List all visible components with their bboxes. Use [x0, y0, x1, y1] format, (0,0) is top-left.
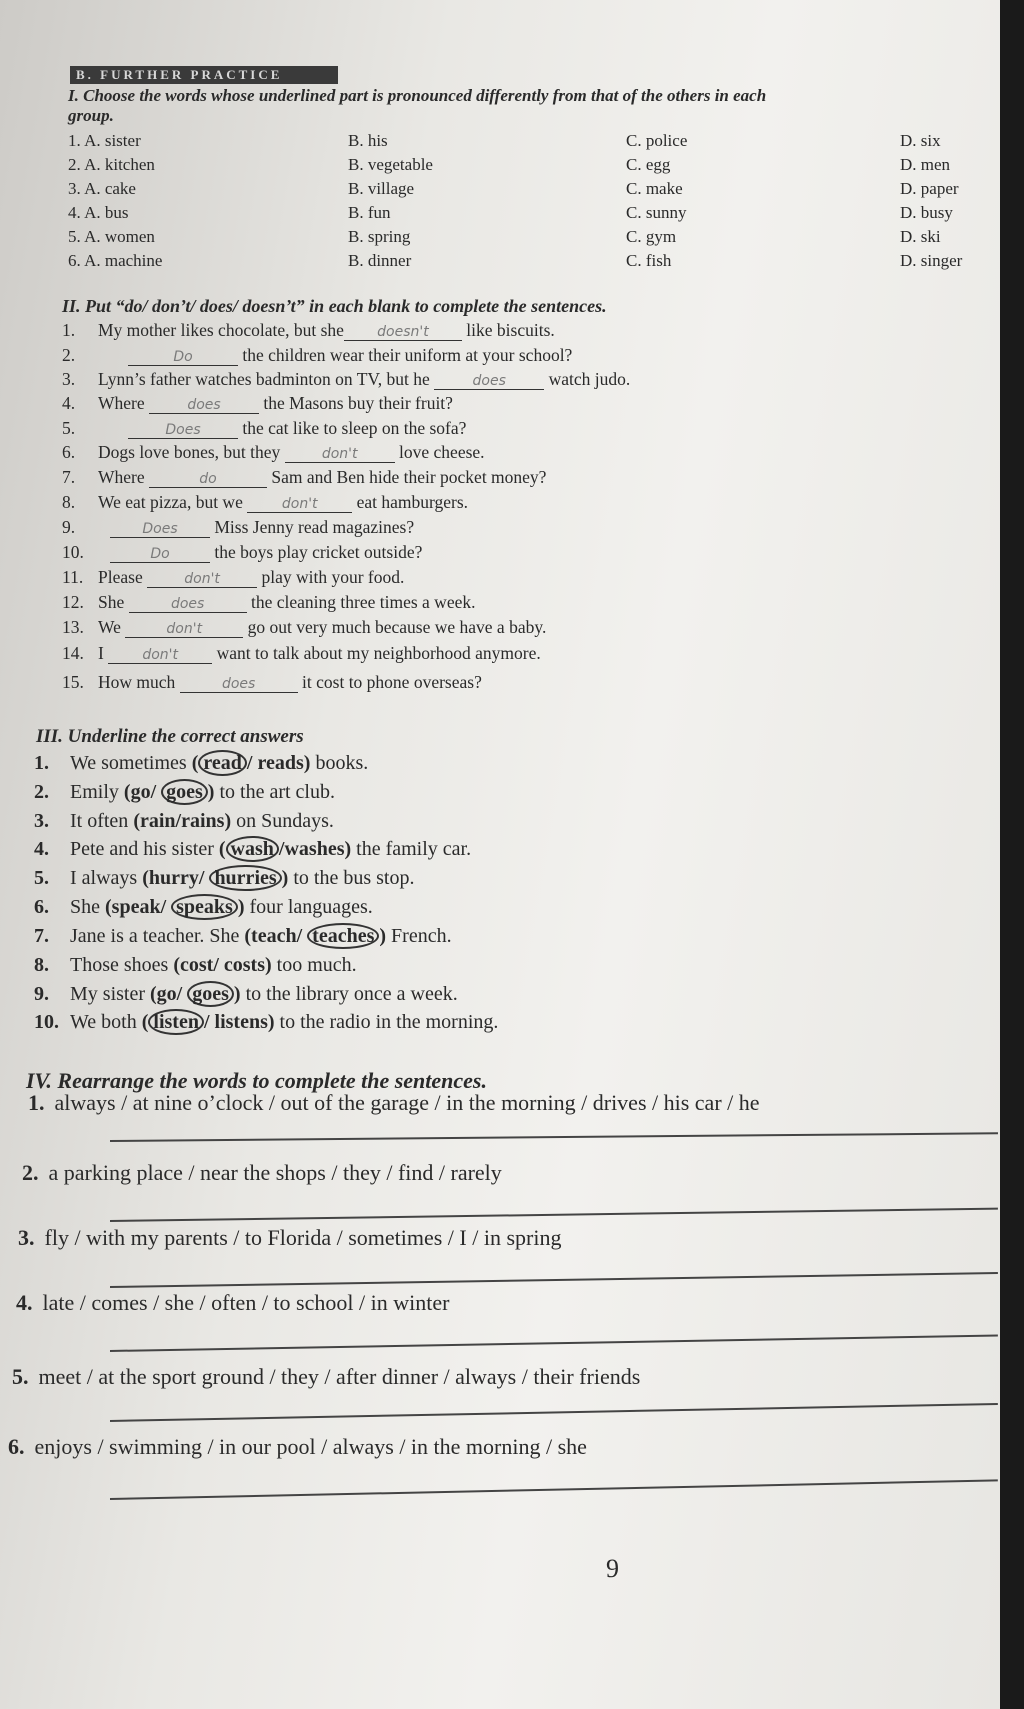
- s2-item: 15. How much does it cost to phone overseas?: [62, 672, 482, 692]
- s3-item: 8. Those shoes (cost/ costs) too much.: [34, 954, 357, 976]
- option-d: D. busy: [900, 203, 953, 222]
- s2-item: 6. Dogs love bones, but they don't love cheese.: [62, 442, 485, 462]
- answer-blank[interactable]: does: [180, 676, 298, 693]
- answer-blank[interactable]: doesn't: [344, 324, 462, 341]
- option-2[interactable]: costs: [223, 954, 265, 976]
- option-d: D. men: [900, 155, 951, 174]
- answer-blank[interactable]: don't: [108, 647, 212, 664]
- s4-item: 2. a parking place / near the shops / they / find / rarely: [22, 1160, 502, 1185]
- option-1[interactable]: go: [156, 983, 177, 1005]
- option-2[interactable]: teaches: [307, 923, 379, 949]
- row-number: 4.: [68, 203, 81, 222]
- option-1[interactable]: speak: [111, 896, 161, 918]
- option-d: D. singer: [900, 251, 963, 270]
- option-2[interactable]: listens: [214, 1011, 268, 1033]
- answer-line[interactable]: [110, 1479, 998, 1499]
- s2-item: 2. Do the children wear their uniform at your school?: [62, 345, 573, 365]
- option-d: D. six: [900, 131, 941, 150]
- s3-item: 3. It often (rain/rains) on Sundays.: [34, 810, 334, 832]
- row-number: 6.: [68, 251, 81, 270]
- s3-item: 6. She (speak/ speaks ) four languages.: [34, 896, 373, 918]
- option-c: C. make: [626, 179, 683, 198]
- section-banner: B. FURTHER PRACTICE: [70, 66, 338, 84]
- option-b: B. spring: [348, 227, 411, 246]
- option-a: A. sister: [84, 131, 141, 150]
- option-d: D. ski: [900, 227, 941, 246]
- row-number: 1.: [68, 131, 81, 150]
- option-2[interactable]: goes: [161, 779, 208, 805]
- option-a: A. bus: [84, 203, 129, 222]
- section-1-title-line1: I. Choose the words whose underlined part is pronounced differently from that of the others in each: [68, 86, 767, 105]
- s3-item: 5. I always (hurry/ hurries ) to the bus stop.: [34, 867, 415, 889]
- row-number: 5.: [68, 227, 81, 246]
- answer-blank[interactable]: don't: [125, 621, 243, 638]
- s3-item: 1. We sometimes ( read / reads) books.: [34, 752, 369, 774]
- s1-row: [68, 227, 988, 249]
- option-2[interactable]: washes: [284, 838, 345, 860]
- s2-item: 5. Does the cat like to sleep on the sofa?: [62, 418, 467, 438]
- s1-row: [68, 179, 988, 201]
- answer-blank[interactable]: Do: [128, 349, 238, 366]
- option-a: A. cake: [84, 179, 136, 198]
- answer-line[interactable]: [110, 1403, 998, 1422]
- option-b: B. village: [348, 179, 415, 198]
- s2-item: 11. Please don't play with your food.: [62, 567, 405, 587]
- answer-blank[interactable]: does: [149, 397, 259, 414]
- option-a: A. kitchen: [84, 155, 155, 174]
- s2-item: 8. We eat pizza, but we don't eat hamburgers.: [62, 492, 469, 512]
- section-3-title: III. Underline the correct answers: [36, 726, 304, 747]
- s2-item: 12. She does the cleaning three times a week.: [62, 592, 476, 612]
- s2-item: 13. We don't go out very much because we have a baby.: [62, 617, 547, 637]
- page-number: 9: [606, 1554, 619, 1583]
- option-a: A. machine: [84, 251, 163, 270]
- option-1[interactable]: cost: [180, 954, 214, 976]
- answer-line[interactable]: [110, 1208, 998, 1222]
- answer-blank[interactable]: don't: [285, 446, 395, 463]
- option-b: B. vegetable: [348, 155, 433, 174]
- option-1[interactable]: rain: [139, 810, 176, 832]
- option-b: B. his: [348, 131, 388, 150]
- background-edge: [1000, 0, 1024, 1709]
- option-2[interactable]: reads: [257, 752, 304, 774]
- answer-blank[interactable]: Does: [110, 521, 210, 538]
- option-c: C. sunny: [626, 203, 687, 222]
- option-b: B. dinner: [348, 251, 412, 270]
- answer-line[interactable]: [110, 1272, 998, 1287]
- s2-item: 7. Where do Sam and Ben hide their pocket money?: [62, 467, 547, 487]
- s1-row: [68, 251, 988, 273]
- answer-blank[interactable]: don't: [247, 496, 352, 513]
- answer-blank[interactable]: does: [129, 596, 247, 613]
- s4-item: 4. late / comes / she / often / to school / in winter: [16, 1290, 450, 1315]
- option-1[interactable]: teach: [251, 925, 297, 947]
- option-c: C. egg: [626, 155, 671, 174]
- option-d: D. paper: [900, 179, 959, 198]
- option-c: C. fish: [626, 251, 672, 270]
- option-2[interactable]: goes: [187, 981, 234, 1007]
- section-1-title: [68, 86, 998, 126]
- row-number: 3.: [68, 179, 81, 198]
- option-1[interactable]: go: [130, 781, 151, 803]
- option-2[interactable]: hurries: [209, 865, 281, 891]
- s4-item: 5. meet / at the sport ground / they / after dinner / always / their friends: [12, 1364, 641, 1389]
- s2-item: 3. Lynn’s father watches badminton on TV, but he does watch judo.: [62, 369, 631, 389]
- section-2-title: II. Put “do/ don’t/ does/ doesn’t” in each blank to complete the sentences.: [62, 296, 607, 316]
- s3-item: 4. Pete and his sister ( wash /washes) the family car.: [34, 838, 472, 860]
- option-1[interactable]: hurry: [148, 867, 199, 889]
- s3-item: 2. Emily (go/ goes ) to the art club.: [34, 781, 335, 803]
- s1-row: [68, 155, 988, 177]
- s1-row: [68, 131, 988, 153]
- answer-blank[interactable]: Does: [128, 422, 238, 439]
- s4-item: 3. fly / with my parents / to Florida / sometimes / I / in spring: [18, 1225, 562, 1250]
- s2-item: 4. Where does the Masons buy their fruit?: [62, 393, 453, 413]
- s2-item: 14. I don't want to talk about my neighborhood anymore.: [62, 643, 541, 663]
- s4-item: 6. enjoys / swimming / in our pool / always / in the morning / she: [8, 1434, 587, 1459]
- s2-item: 1. My mother likes chocolate, but she doesn't like biscuits.: [62, 320, 555, 340]
- option-1[interactable]: read: [198, 750, 247, 776]
- option-c: C. police: [626, 131, 688, 150]
- s3-item: 10. We both ( listen / listens) to the radio in the morning.: [34, 1011, 499, 1033]
- option-2[interactable]: speaks: [171, 894, 238, 920]
- answer-blank[interactable]: do: [149, 471, 267, 488]
- answer-blank[interactable]: Do: [110, 546, 210, 563]
- answer-blank[interactable]: does: [434, 373, 544, 390]
- s2-item: 10. Do the boys play cricket outside?: [62, 542, 423, 562]
- option-1[interactable]: listen: [148, 1009, 204, 1035]
- s3-item: 7. Jane is a teacher. She (teach/ teaches ) French.: [34, 925, 452, 947]
- section-4-title: IV. Rearrange the words to complete the sentences.: [26, 1068, 487, 1093]
- s4-item: 1. always / at nine o’clock / out of the garage / in the morning / drives / his car / he: [28, 1090, 760, 1115]
- s1-row: [68, 203, 988, 225]
- row-number: 2.: [68, 155, 81, 174]
- option-b: B. fun: [348, 203, 391, 222]
- option-1[interactable]: wash: [226, 836, 279, 862]
- option-2[interactable]: rains: [181, 810, 225, 832]
- option-a: A. women: [84, 227, 155, 246]
- answer-line[interactable]: [110, 1132, 998, 1141]
- answer-line[interactable]: [110, 1335, 998, 1352]
- s3-item: 9. My sister (go/ goes ) to the library once a week.: [34, 983, 458, 1005]
- section-1-title-line2: group.: [68, 106, 114, 125]
- option-c: C. gym: [626, 227, 677, 246]
- s2-item: 9. Does Miss Jenny read magazines?: [62, 517, 415, 537]
- answer-blank[interactable]: don't: [147, 571, 257, 588]
